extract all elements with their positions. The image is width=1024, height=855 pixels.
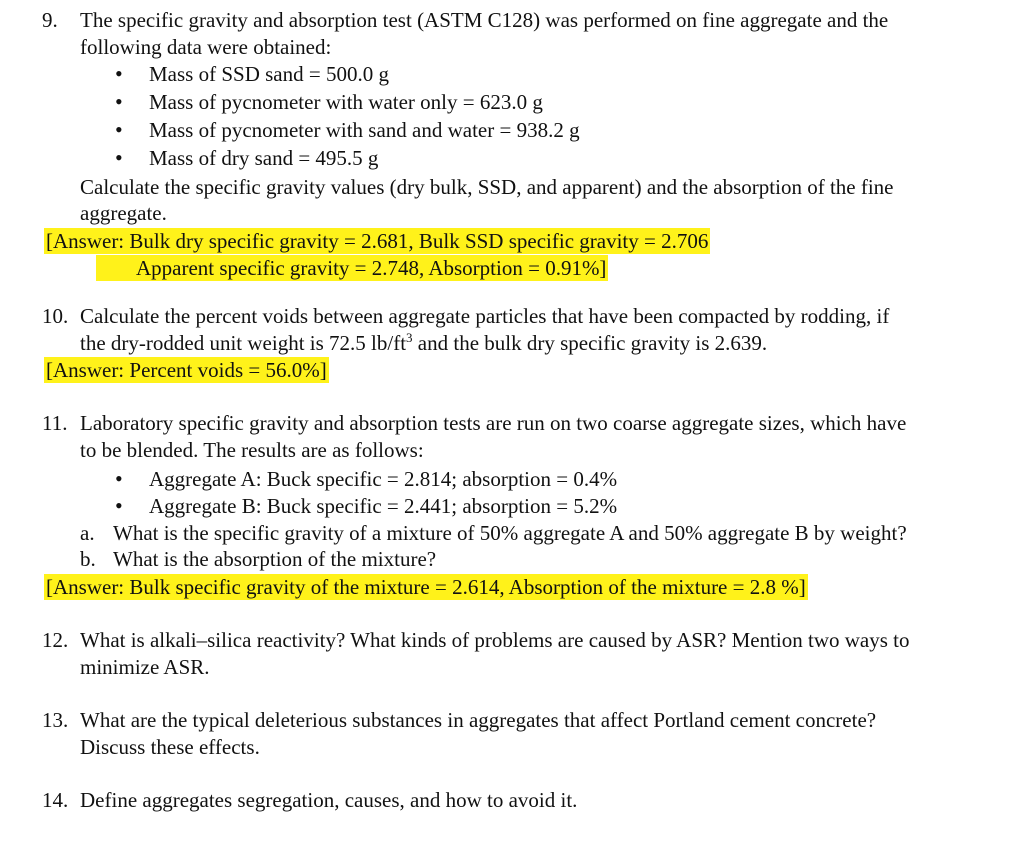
- subpart-label: b.: [80, 547, 96, 571]
- question-number: 14.: [42, 788, 69, 812]
- data-bullet-item: Mass of pycnometer with water only = 623.0 g: [149, 90, 543, 114]
- question-text-line: What is alkali–silica reactivity? What kinds of problems are caused by ASR? Mention two ways to: [80, 628, 910, 652]
- subpart-label: a.: [80, 521, 95, 545]
- bullet-icon: •: [115, 61, 123, 86]
- question-number: 13.: [42, 708, 69, 732]
- data-bullet-item: Aggregate B: Buck specific = 2.441; absorption = 5.2%: [149, 494, 618, 518]
- question-text-line: aggregate.: [80, 201, 167, 225]
- question-text-line: Calculate the specific gravity values (dry bulk, SSD, and apparent) and the absorption of the fine: [80, 175, 894, 199]
- question-text-line: to be blended. The results are as follows:: [80, 438, 424, 462]
- answer-highlight: [Answer: Percent voids = 56.0%]: [46, 358, 327, 382]
- question-text-line: Discuss these effects.: [80, 735, 260, 759]
- gravity-text: and the bulk dry specific gravity is 2.639.: [412, 331, 768, 355]
- question-text-line: following data were obtained:: [80, 35, 332, 59]
- data-bullet-item: Mass of dry sand = 495.5 g: [149, 146, 379, 170]
- superscript-exponent: 3: [406, 330, 413, 345]
- data-bullet-item: Mass of pycnometer with sand and water = 938.2 g: [149, 118, 580, 142]
- question-number: 9.: [42, 8, 58, 32]
- subpart-text: What is the absorption of the mixture?: [113, 547, 437, 571]
- question-number: 10.: [42, 304, 69, 328]
- subpart-text: What is the specific gravity of a mixture of 50% aggregate A and 50% aggregate B by weight?: [113, 521, 907, 545]
- bullet-icon: •: [115, 466, 123, 491]
- question-text-line: What are the typical deleterious substances in aggregates that affect Portland cement concrete?: [80, 708, 877, 732]
- question-number: 11.: [42, 411, 68, 435]
- answer-highlight: [Answer: Bulk specific gravity of the mixture = 2.614, Absorption of the mixture = 2.8 %]: [46, 575, 806, 599]
- question-number: 12.: [42, 628, 69, 652]
- bullet-icon: •: [115, 493, 123, 518]
- bullet-icon: •: [115, 117, 123, 142]
- data-bullet-item: Mass of SSD sand = 500.0 g: [149, 62, 389, 86]
- question-text-line: Laboratory specific gravity and absorption tests are run on two coarse aggregate sizes, which have: [80, 411, 907, 435]
- data-bullet-item: Aggregate A: Buck specific = 2.814; absorption = 0.4%: [149, 467, 618, 491]
- answer-highlight: Apparent specific gravity = 2.748, Absorption = 0.91%]: [96, 255, 608, 281]
- bullet-icon: •: [115, 89, 123, 114]
- question-text-line: [80, 330, 767, 356]
- answer-highlight: [Answer: Bulk dry specific gravity = 2.681, Bulk SSD specific gravity = 2.706: [46, 229, 709, 253]
- question-text-line: Define aggregates segregation, causes, and how to avoid it.: [80, 788, 578, 812]
- bullet-icon: •: [115, 145, 123, 170]
- question-text-line: minimize ASR.: [80, 655, 210, 679]
- unit-weight-text: the dry-rodded unit weight is 72.5 lb/ft: [80, 331, 407, 355]
- question-text-line: Calculate the percent voids between aggregate particles that have been compacted by rodding, if: [80, 304, 890, 328]
- question-text-line: The specific gravity and absorption test (ASTM C128) was performed on fine aggregate and the: [80, 8, 889, 32]
